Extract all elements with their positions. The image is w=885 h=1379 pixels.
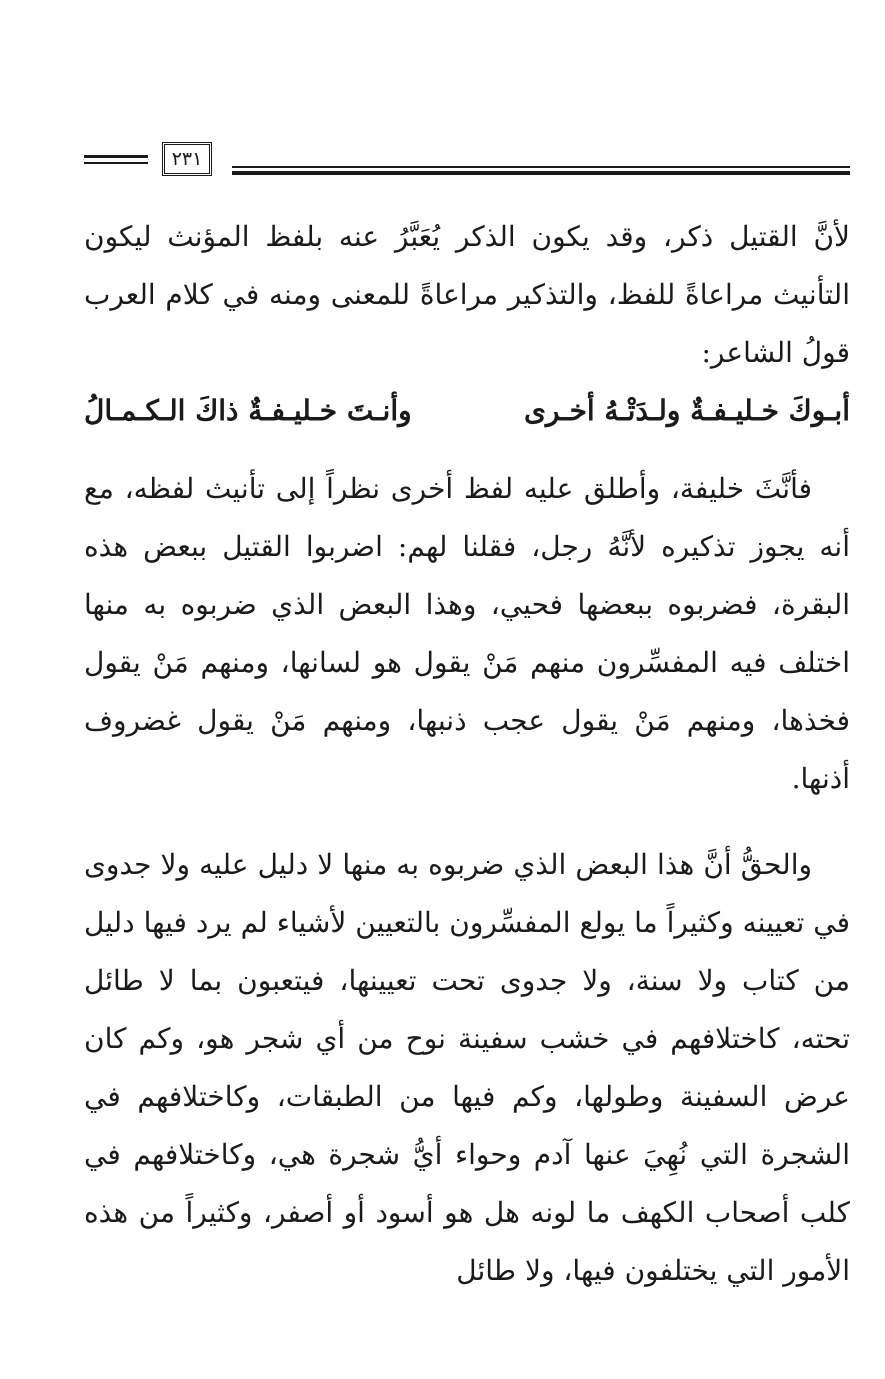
verse-first-hemistich: أبـوكَ خـليـفـةٌ ولـدَتْـهُ أخـرى (524, 394, 850, 427)
paragraph-intro: لأنَّ القتيل ذكر، وقد يكون الذكر يُعَبَّرُ عنه بلفظ المؤنث ليكون التأنيث مراعاةً للفظ، والتذكير مراعاةً للمعنى ومنه في كلام العرب قولُ الشاعر: (84, 220, 850, 369)
page-number: ٢٣١ (162, 142, 212, 176)
paragraph-conclusion: والحقُّ أنَّ هذا البعض الذي ضربوه به منها لا دليل عليه ولا جدوى في تعيينه وكثيراً ما يولع المفسِّرون بالتعيين لأشياء لم يرد فيها دليل من كتاب ولا سنة، ولا جدوى تحت تعيينها، فيتعبون بما لا طائل تحته، كاختلافهم في خشب سفينة نوح من أي شجر هو، وكم كان عرض السفينة وطولها، وكم فيها من الطبقات، وكاختلافهم في الشجرة التي نُهِيَ عنها آدم وحواء أيُّ شجرة هي، وكاختلافهم في كلب أصحاب الكهف ما لونه هل هو أسود أو أصفر، وكثيراً من هذه الأمور التي يختلفون فيها، ولا طائل (84, 848, 851, 1287)
header-rule-right (232, 171, 850, 175)
header-rule-right-thin (232, 166, 850, 168)
paragraph-commentary: فأنَّثَ خليفة، وأطلق عليه لفظ أخرى نظراً إلى تأنيث لفظه، مع أنه يجوز تذكيره لأنَّهُ رجل، فقلنا لهم: اضربوا القتيل ببعض هذه البقرة، فضربوه ببعضها فحيي، وهذا البعض الذي ضربوه به منها اختلف فيه المفسِّرون منهم مَنْ يقول هو لسانها، ومنهم مَنْ يقول فخذها، ومنهم مَنْ يقول عجب ذنبها، ومنهم مَنْ يقول غضروف أذنها. (84, 472, 850, 795)
page-body (84, 208, 850, 1300)
header-rule-left-thin (84, 162, 148, 164)
poetry-verse (84, 382, 850, 440)
header-rule-left (84, 155, 148, 158)
page-header (84, 140, 850, 180)
verse-second-hemistich: وأنـتَ خـليـفـةٌ ذاكَ الـكـمـالُ (84, 394, 412, 427)
